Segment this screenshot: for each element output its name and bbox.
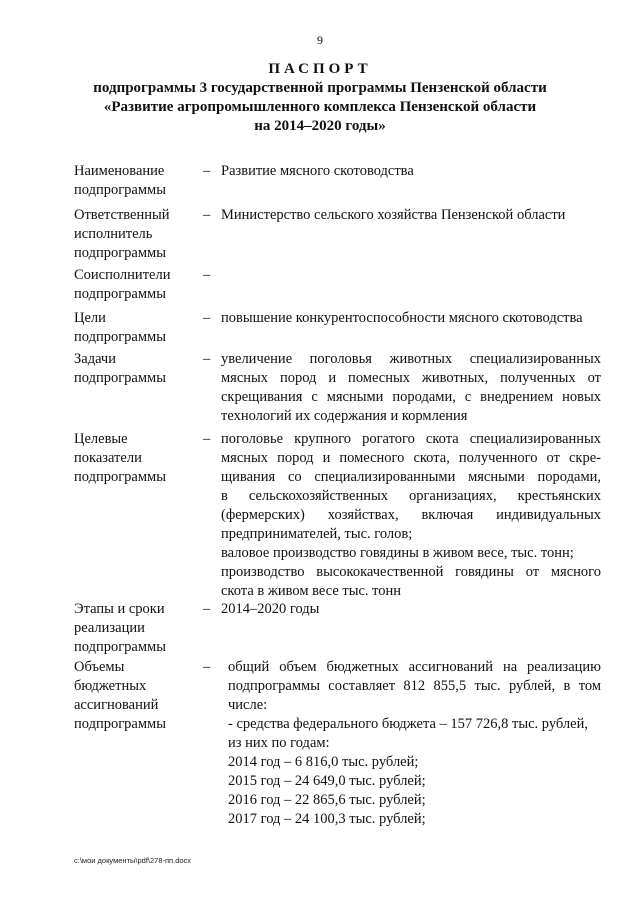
label-line: Задачи (74, 351, 116, 367)
label-line: реализации (74, 620, 145, 636)
row-value (228, 658, 601, 829)
dash: – (203, 163, 211, 179)
value-line: щивания со специализированными мясными породами, (221, 469, 601, 485)
document-title (0, 60, 640, 136)
label-line: Соисполнители (74, 267, 171, 283)
value-line: (фермерских) хозяйствах, включая индивидуальных (221, 507, 601, 523)
dash: – (203, 431, 211, 447)
label-line: подпрограммы (74, 370, 166, 386)
value-line: 2017 год – 24 100,3 тыс. рублей; (228, 811, 426, 827)
file-path-footer: c:\мои документы\pdf\278-пп.docx (74, 856, 192, 865)
value-line: 2016 год – 22 865,6 тыс. рублей; (228, 792, 426, 808)
value-line: из них по годам: (228, 735, 330, 751)
row-label (74, 206, 199, 263)
label-line: ассигнований (74, 697, 159, 713)
dash: – (203, 267, 211, 283)
value-line: общий объем бюджетных ассигнований на реализацию (228, 659, 601, 675)
label-line: подпрограммы (74, 286, 166, 302)
value-line: мясных пород и помесных животных, полученных от (221, 370, 601, 386)
row-label (74, 309, 199, 347)
dash: – (203, 310, 211, 326)
label-line: подпрограммы (74, 639, 166, 655)
value-line: в сельскохозяйственных организациях, крестьянских (221, 488, 601, 504)
title-main: ПАСПОРТ (268, 61, 372, 77)
value-line: скрещивания с мясными породами, с внедрением новых (221, 389, 601, 405)
title-line-1: подпрограммы 3 государственной программы Пензенской области (93, 80, 547, 96)
row-value: 2014–2020 годы (221, 601, 320, 617)
value-line: скота в живом весе тыс. тонн (221, 583, 402, 599)
label-line: Целевые (74, 431, 128, 447)
dash: – (203, 207, 211, 223)
row-label (74, 162, 199, 200)
dash: – (203, 601, 211, 617)
page-number: 9 (317, 33, 323, 47)
label-line: подпрограммы (74, 469, 166, 485)
label-line: показатели (74, 450, 142, 466)
value-line: поголовье крупного рогатого скота специализированных (221, 431, 601, 447)
row-value: повышение конкурентоспособности мясного скотоводства (221, 310, 583, 326)
label-line: подпрограммы (74, 182, 166, 198)
row-label (74, 600, 199, 657)
value-line: производство высококачественной говядины от мясного (221, 564, 601, 580)
value-line: - средства федерального бюджета – 157 726,8 тыс. рублей, (228, 716, 588, 732)
value-line: мясных пород и помесного скота, полученного от скре- (221, 450, 601, 466)
value-line: 2014 год – 6 816,0 тыс. рублей; (228, 754, 419, 770)
title-line-2: «Развитие агропромышленного комплекса Пензенской области (103, 99, 537, 115)
label-line: Объемы (74, 659, 125, 675)
row-value: Министерство сельского хозяйства Пензенской области (221, 207, 566, 223)
label-line: Наименование (74, 163, 165, 179)
row-label (74, 658, 199, 734)
value-line: 2015 год – 24 649,0 тыс. рублей; (228, 773, 426, 789)
label-line: бюджетных (74, 678, 147, 694)
row-label (74, 430, 199, 487)
label-line: Цели (74, 310, 106, 326)
row-label (74, 266, 199, 304)
row-value (221, 430, 601, 601)
title-line-3: на 2014–2020 годы» (254, 118, 386, 134)
label-line: Этапы и сроки (74, 601, 165, 617)
row-label (74, 350, 199, 388)
value-line: технологий их содержания и кормления (221, 408, 468, 424)
value-line: валовое производство говядины в живом весе, тыс. тонн; (221, 545, 574, 561)
row-value (221, 350, 601, 426)
label-line: подпрограммы (74, 329, 166, 345)
value-line: увеличение поголовья животных специализированных (221, 351, 601, 367)
dash: – (203, 351, 211, 367)
dash: – (203, 659, 211, 675)
row-value: Развитие мясного скотоводства (221, 163, 414, 179)
value-line: предпринимателей, тыс. голов; (221, 526, 413, 542)
label-line: подпрограммы (74, 716, 166, 732)
label-line: подпрограммы (74, 245, 166, 261)
label-line: Ответственный (74, 207, 170, 223)
label-line: исполнитель (74, 226, 153, 242)
value-line: подпрограммы составляет 812 855,5 тыс. рублей, в том (228, 678, 601, 694)
value-line: числе: (228, 697, 268, 713)
